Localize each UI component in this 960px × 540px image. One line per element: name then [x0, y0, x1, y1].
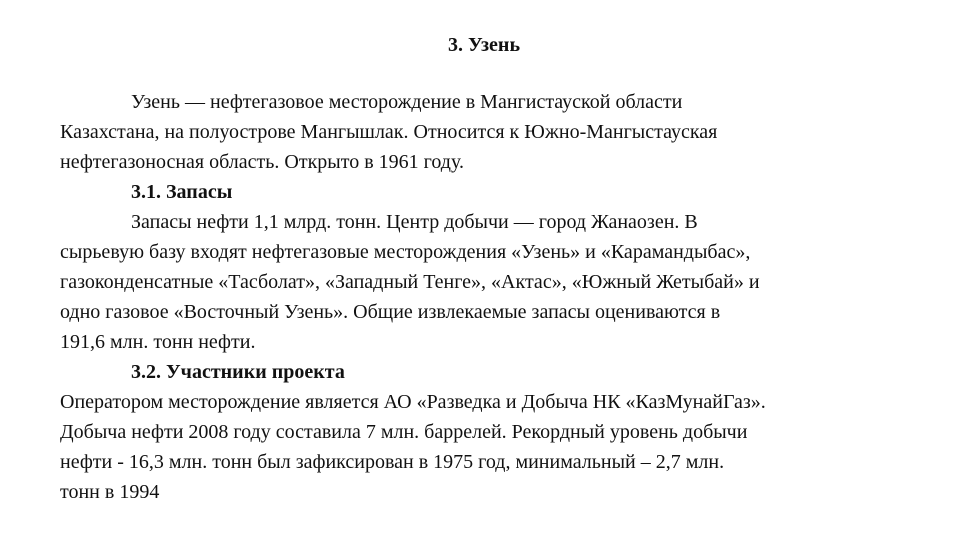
paragraph-line: Узень — нефтегазовое месторождение в Мангистауской области — [131, 91, 683, 113]
paragraph-line: 191,6 млн. тонн нефти. — [60, 331, 256, 353]
paragraph-line: Добыча нефти 2008 году составила 7 млн. баррелей. Рекордный уровень добычи — [60, 421, 748, 443]
paragraph-line: нефти - 16,3 млн. тонн был зафиксирован в 1975 год, минимальный – 2,7 млн. — [60, 451, 725, 473]
paragraph-line: сырьевую базу входят нефтегазовые месторождения «Узень» и «Карамандыбас», — [60, 241, 751, 263]
document-page — [60, 0, 920, 540]
section-heading-participants: 3.2. Участники проекта — [131, 361, 345, 383]
paragraph-line: газоконденсатные «Тасболат», «Западный Тенге», «Актас», «Южный Жетыбай» и — [60, 271, 760, 293]
paragraph-line: тонн в 1994 — [60, 481, 160, 503]
document-body — [60, 87, 920, 507]
paragraph-line: Запасы нефти 1,1 млрд. тонн. Центр добычи — город Жанаозен. В — [131, 211, 698, 233]
paragraph-line: одно газовое «Восточный Узень». Общие извлекаемые запасы оцениваются в — [60, 301, 721, 323]
document-title: 3. Узень — [447, 34, 521, 56]
paragraph-line: Казахстана, на полуострове Мангышлак. Относится к Южно-Мангыстауская — [60, 121, 718, 143]
paragraph-line: нефтегазоносная область. Открыто в 1961 году. — [60, 151, 464, 173]
section-heading-reserves: 3.1. Запасы — [131, 181, 233, 203]
paragraph-line: Оператором месторождение является АО «Разведка и Добыча НК «КазМунайГаз». — [60, 391, 766, 413]
